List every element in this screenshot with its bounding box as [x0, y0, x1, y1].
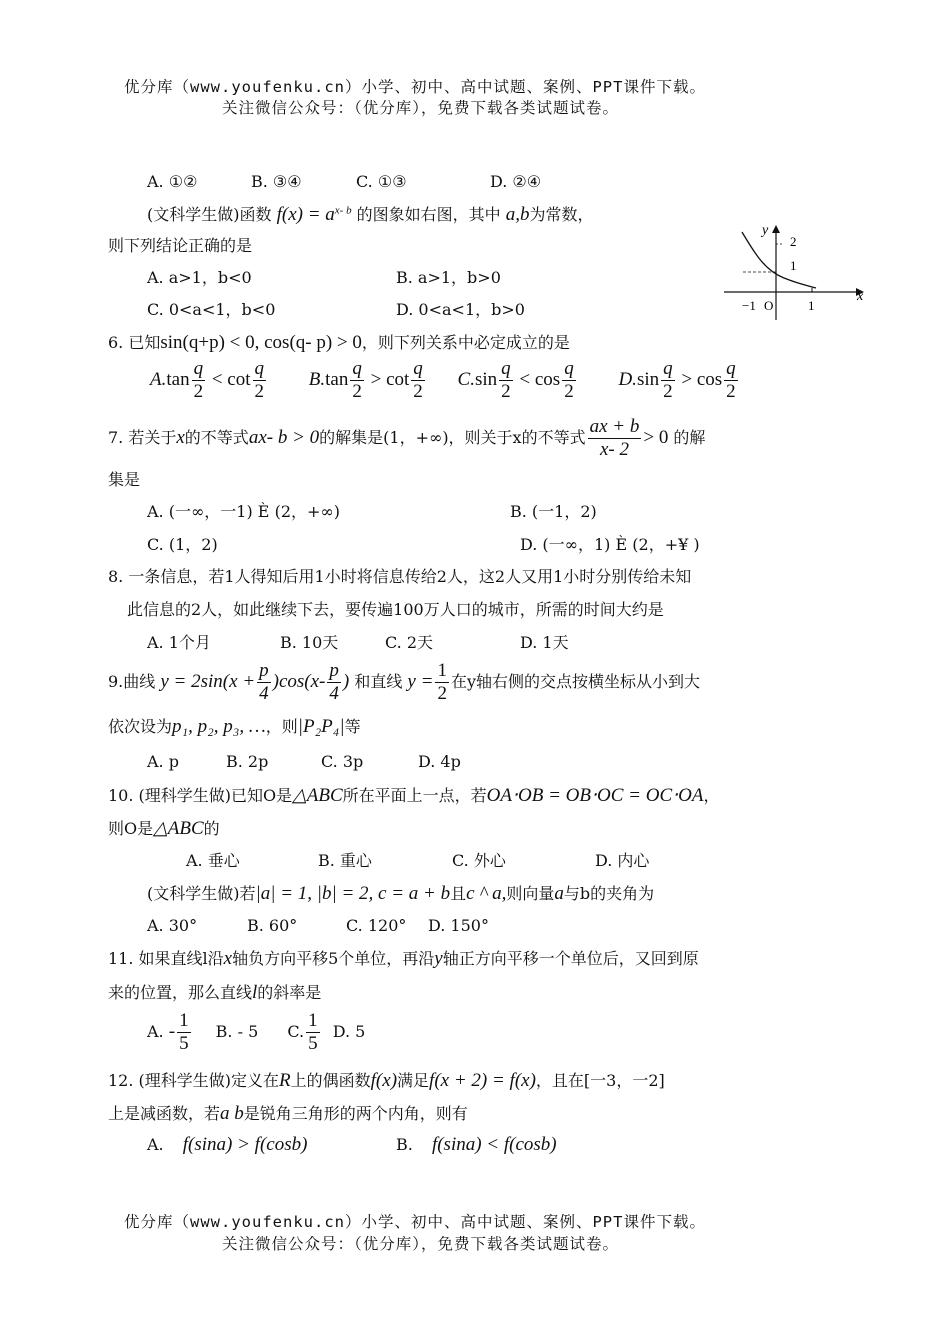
q6-option-b: [308, 358, 432, 402]
q10-mid: 所在平面上一点，若: [342, 786, 487, 805]
q12-option-b: [396, 1134, 557, 1157]
q6-c-den2: 2: [564, 380, 574, 402]
prev-option-b: B. ③④: [251, 172, 302, 191]
q6-c-op: <: [519, 368, 531, 390]
q11-c-num: 1: [308, 1010, 318, 1031]
q10-wen-tail2: 与b的夹角为: [563, 884, 655, 903]
y-axis-arrow: [772, 225, 780, 233]
q9-hnum: 1: [437, 660, 447, 681]
q9-prefix: 9.曲线: [108, 671, 156, 691]
q11-c-label: C.: [287, 1021, 305, 1041]
q6-d-den1: 2: [663, 380, 673, 402]
q6-b-f2: cot: [386, 368, 410, 390]
x-label: x: [857, 289, 864, 304]
q10-wen-a: a: [554, 883, 564, 904]
q7-option-a: A. (一∞，一1) È (2，+∞): [147, 502, 340, 521]
q5-option-d: D. 0<a<1，b>0: [396, 300, 525, 319]
q6-b-label: B.: [308, 368, 326, 390]
q12-option-a: [147, 1134, 307, 1157]
q11-a-num: 1: [179, 1010, 189, 1031]
q9-hden: 2: [437, 682, 447, 704]
q9-line2a: 依次设为: [108, 717, 173, 736]
q7-frac-tail: > 0: [643, 426, 669, 448]
q7-mid1: 的不等式: [184, 427, 249, 447]
prev-option-c: C. ①③: [356, 172, 407, 191]
q12-b-label: B.: [396, 1135, 413, 1154]
q6-a-den1: 2: [193, 380, 204, 402]
q5-option-c: C. 0<a<1，b<0: [147, 300, 276, 319]
q11-y: y: [434, 948, 443, 969]
q9-line2b: ，则: [265, 717, 298, 736]
q9-line-1: [108, 660, 700, 705]
exponential-graph: [724, 222, 870, 322]
q7-option-b: B. (一1，2): [510, 502, 597, 521]
q10-wen-prefix: (文科学生做)若: [147, 884, 256, 903]
q11-line1a: 11. 如果直线l沿: [108, 949, 224, 968]
q11-c-den: 5: [308, 1032, 318, 1054]
q6-d-f2: cos: [696, 368, 723, 390]
q12-fx: f(x): [370, 1070, 398, 1091]
x-tick-neg1: −1: [742, 298, 756, 313]
q6-c-den1: 2: [501, 380, 511, 402]
q12-line2a: 上是减函数，若: [108, 1104, 221, 1123]
q7-line-1: [108, 416, 705, 461]
q9-option-d: D. 4p: [418, 752, 461, 771]
q10-line-1: [108, 785, 720, 808]
y-tick-2: 2: [790, 234, 797, 249]
q12-line-2: [108, 1103, 468, 1126]
q7-frac-den: x- 2: [599, 438, 629, 460]
q9-pden2: 4: [329, 682, 339, 704]
q9-eq1: y = 2sin(x +: [160, 670, 256, 692]
q10-wen-option-a: A. 30°: [147, 916, 198, 935]
q10-option-d: D. 内心: [595, 851, 650, 870]
q9-distance: |P₂P₄|: [297, 716, 345, 737]
q8-option-d: D. 1天: [520, 633, 569, 652]
q6-a-f2: cot: [227, 368, 251, 390]
q8-line-1: 8. 一条信息，若1人得知后用1小时将信息传给2人，这2人又用1小时分别传给未知: [108, 567, 692, 586]
prev-option-a: A. ①②: [147, 172, 198, 191]
q10-wen-option-b: B. 60°: [247, 916, 298, 935]
q12-a-label: A.: [147, 1135, 164, 1154]
q5-exp: x- b: [334, 204, 352, 217]
q5-prefix: (文科学生做)函数: [147, 205, 272, 224]
q8-line-2: 此信息的2人，如此继续下去，要传遍100万人口的城市，所需的时间大约是: [127, 600, 664, 619]
q6-b-den2: 2: [413, 380, 423, 402]
q9-points: p₁, p₂, p₃, …: [172, 716, 266, 737]
q9-pnum2: p: [329, 660, 339, 681]
q10-triangle: △ABC: [292, 785, 343, 806]
q10-wen-option-d: D. 150°: [428, 916, 489, 935]
q10-wen-option-c: C. 120°: [346, 916, 407, 935]
q11-line1b: 轴负方向平移5个单位，再沿: [232, 949, 435, 968]
q6-c-num2: q: [564, 358, 574, 379]
prev-option-d: D. ②④: [490, 172, 542, 191]
q6-b-f1: tan: [325, 368, 349, 390]
header-line-2: 关注微信公众号：（优分库），免费下载各类试题试卷。: [222, 99, 620, 117]
q6-c-num1: q: [501, 358, 511, 379]
q5-line-2: 则下列结论正确的是: [108, 236, 253, 255]
q11-a-label: A.: [147, 1021, 164, 1041]
q10-tail: ，: [703, 786, 720, 805]
q7-line-2: 集是: [108, 470, 141, 489]
q5-func: f(x) = a: [276, 204, 335, 225]
q9-tail: 在y轴右侧的交点按横坐标从小到大: [450, 671, 700, 691]
q6-b-num1: q: [352, 358, 362, 379]
q11-l: l: [252, 982, 258, 1003]
q11-line-2: [108, 982, 321, 1005]
q5-vars: a,b: [505, 204, 530, 225]
q5-option-b: B. a>1，b>0: [396, 268, 501, 287]
q12-R: R: [279, 1070, 291, 1091]
q10-wen-eq: |a| = 1, |b| = 2, c = a + b: [255, 883, 451, 904]
q12-mid2: 满足: [397, 1071, 430, 1090]
q6-a-den2: 2: [254, 380, 265, 402]
q6-line-1: [108, 332, 570, 355]
y-tick-1: 1: [790, 258, 797, 273]
q11-line2a: 来的位置，那么直线: [108, 983, 253, 1002]
q5-tail: 为常数，: [529, 205, 594, 224]
header-line-1: 优分库（www.youfenku.cn）小学、初中、高中试题、案例、PPT课件下载。: [124, 78, 706, 96]
q12-ab: a b: [220, 1103, 244, 1124]
q6-a-op: <: [211, 368, 223, 390]
q5-option-a: A. a>1，b<0: [147, 268, 252, 287]
q11-line-1: [108, 948, 699, 971]
q6-d-f1: sin: [636, 368, 660, 390]
q10-triangle-2: △ABC: [153, 818, 204, 839]
q9-option-b: B. 2p: [226, 752, 269, 771]
q12-mid1: 上的偶函数: [290, 1071, 371, 1090]
q6-a-label: A.: [150, 368, 167, 390]
q6-option-d: [618, 358, 739, 402]
q6-option-a: [150, 358, 273, 402]
q10-wen-perp: c ^ a,: [466, 883, 507, 904]
q10-equation: OA⋅OB = OB⋅OC = OC⋅OA: [486, 785, 704, 806]
q11-x: x: [223, 948, 233, 969]
q10-line2a: 则O是: [108, 819, 154, 838]
y-label: y: [762, 223, 769, 238]
q12-line2b: 是锐角三角形的两个内角，则有: [243, 1104, 468, 1123]
q9-option-a: A. p: [147, 752, 179, 771]
q6-b-num2: q: [413, 358, 423, 379]
q6-d-op: >: [681, 368, 693, 390]
q5-mid: 的图象如右图，其中: [356, 205, 501, 224]
q8-option-a: A. 1个月: [147, 633, 211, 652]
q9-mid: 和直线: [354, 671, 403, 691]
footer-line-1: 优分库（www.youfenku.cn）小学、初中、高中试题、案例、PPT课件下载。: [124, 1213, 706, 1231]
q6-d-label: D.: [618, 368, 637, 390]
q6-c-f2: cos: [534, 368, 561, 390]
q12-line-1: [108, 1070, 665, 1093]
q11-option-b: B. - 5: [215, 1021, 259, 1041]
q11-a-sign: -: [168, 1020, 176, 1042]
q6-condition: sin(q+p) < 0, cos(q- p) > 0: [160, 332, 362, 353]
q7-var: x: [176, 426, 185, 448]
q9-pden1: 4: [259, 682, 269, 704]
q6-tail: ，则下列关系中必定成立的是: [361, 333, 570, 352]
origin-label: O: [764, 298, 774, 313]
q6-b-den1: 2: [352, 380, 362, 402]
q9-eq2: )cos(x-: [272, 670, 326, 692]
q10-wen-line: [147, 883, 654, 906]
curve: [742, 232, 816, 288]
q6-d-num1: q: [663, 358, 673, 379]
q11-a-den: 5: [179, 1032, 189, 1054]
q12-b-expr: f(sina) < f(cosb): [431, 1134, 557, 1155]
q6-a-num1: q: [193, 358, 204, 379]
q5-line-1: [147, 204, 594, 227]
footer-line-2: 关注微信公众号：（优分库），免费下载各类试题试卷。: [222, 1235, 620, 1253]
q11-line2b: 的斜率是: [257, 983, 322, 1002]
q6-a-num2: q: [254, 358, 265, 379]
q11-options: [147, 1010, 365, 1055]
q7-frac-num: ax + b: [589, 416, 640, 437]
q9-line-2: [108, 716, 361, 739]
q10-wen-tail1: 则向量: [506, 884, 555, 903]
x-tick-1: 1: [808, 298, 815, 313]
q6-options: [150, 358, 740, 403]
q10-option-b: B. 重心: [318, 851, 372, 870]
q8-option-c: C. 2天: [385, 633, 434, 652]
q7-option-d: D. (一∞，1) È (2，+¥ ): [520, 535, 700, 554]
q6-c-f1: sin: [474, 368, 498, 390]
q10-option-a: A. 垂心: [186, 851, 240, 870]
q6-b-op: >: [370, 368, 382, 390]
q7-inequality: ax- b > 0: [248, 426, 320, 448]
q9-option-c: C. 3p: [321, 752, 364, 771]
q7-option-c: C. (1，2): [147, 535, 218, 554]
q6-prefix: 6. 已知: [108, 333, 161, 352]
q6-d-num2: q: [726, 358, 736, 379]
q10-wen-mid: 且: [450, 884, 467, 903]
q10-line2b: 的: [203, 819, 220, 838]
q7-tail: 的解: [673, 427, 706, 447]
q6-c-label: C.: [457, 368, 475, 390]
q11-option-d: D. 5: [332, 1021, 366, 1041]
q11-line1c: 轴正方向平移一个单位后，又回到原: [442, 949, 699, 968]
q7-mid2: 的解集是(1，+∞)，则关于x的不等式: [319, 427, 586, 447]
q9-eq4: y =: [407, 670, 434, 692]
q9-pnum1: p: [259, 660, 269, 681]
q7-prefix: 7. 若关于: [108, 427, 177, 447]
q10-line-2: [108, 818, 220, 841]
q12-tail: ，且在[一3，一2]: [535, 1071, 665, 1090]
q9-line2c: 等: [344, 717, 361, 736]
q12-equation: f(x + 2) = f(x): [429, 1070, 536, 1091]
q6-a-f1: tan: [166, 368, 190, 390]
q9-eq3: ): [342, 670, 350, 692]
q10-prefix: 10. (理科学生做)已知O是: [108, 786, 293, 805]
q12-a-expr: f(sina) > f(cosb): [182, 1134, 308, 1155]
q6-d-den2: 2: [726, 380, 736, 402]
q8-option-b: B. 10天: [280, 633, 339, 652]
q12-prefix: 12. (理科学生做)定义在: [108, 1071, 280, 1090]
q10-option-c: C. 外心: [452, 851, 506, 870]
q6-option-c: [457, 358, 583, 402]
